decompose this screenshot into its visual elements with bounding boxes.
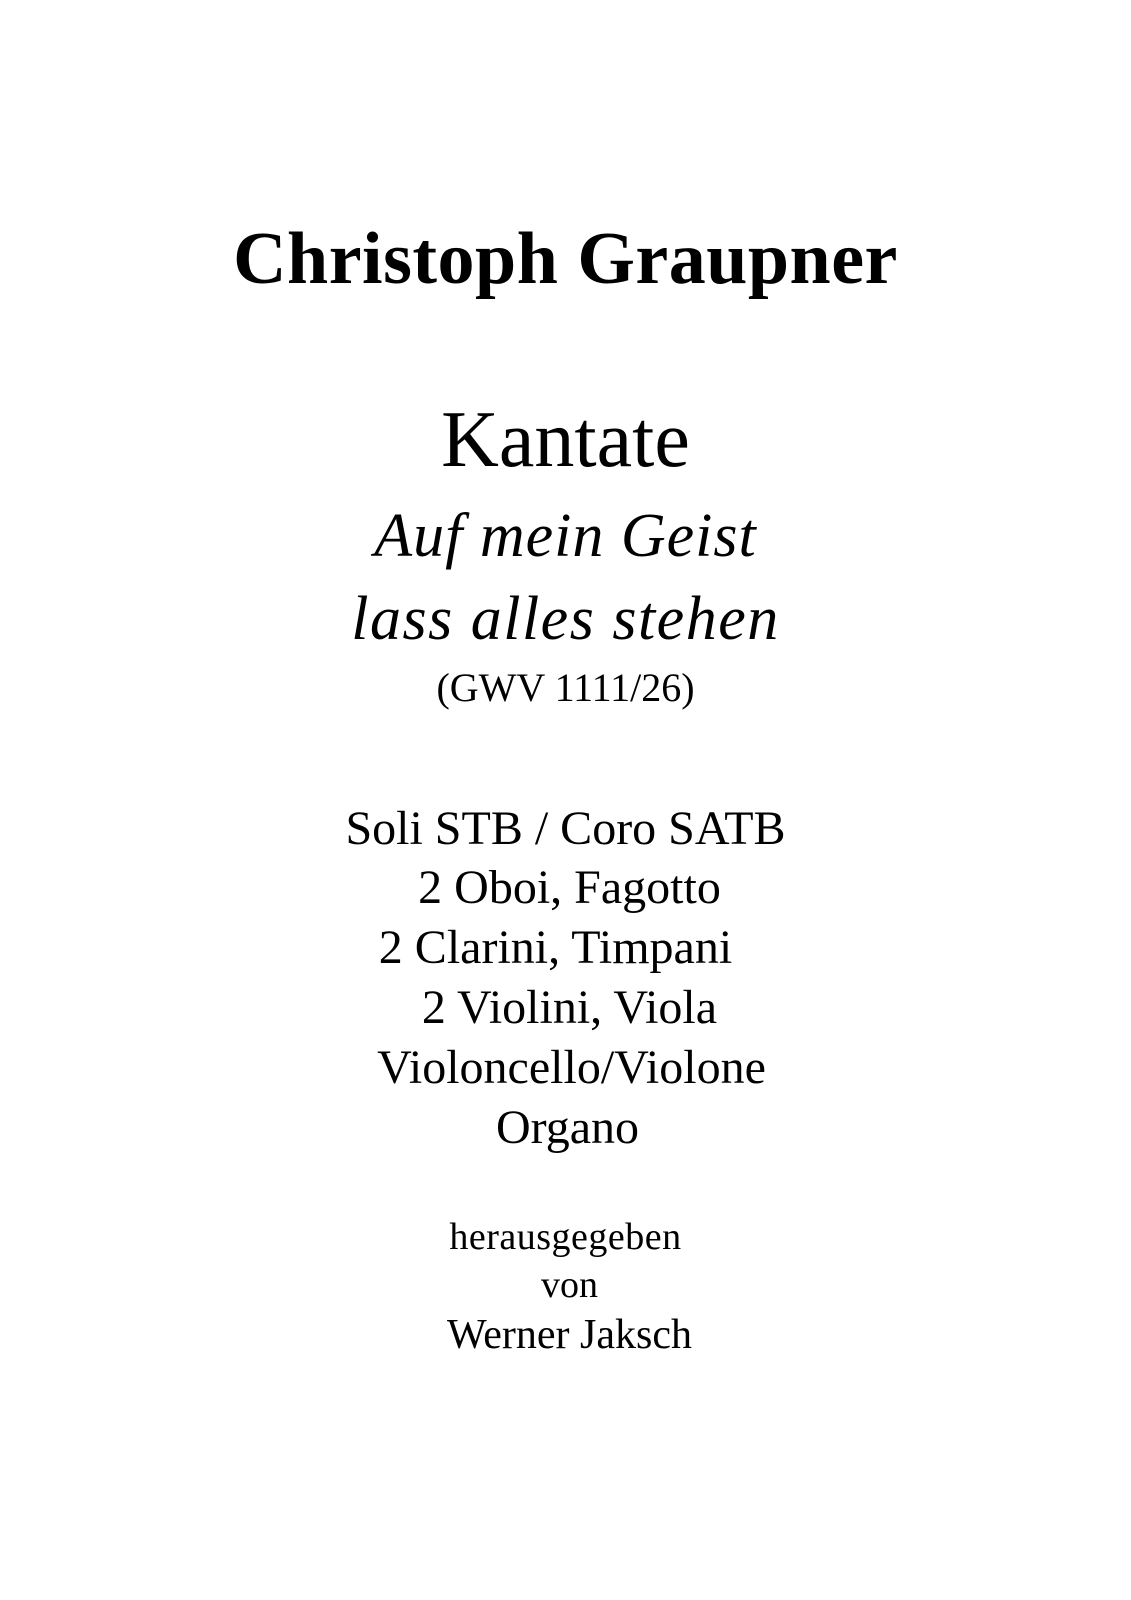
work-title-line-2: lass alles stehen	[351, 585, 780, 653]
instrumentation-line: Soli STB / Coro SATB	[345, 802, 786, 855]
by-label: von	[541, 1264, 598, 1306]
composer-name: Christoph Graupner	[233, 218, 898, 300]
editor-name: Werner Jaksch	[446, 1312, 692, 1358]
instrumentation-line: Organo	[495, 1101, 640, 1154]
instrumentation-line: Violoncello/Violone	[377, 1041, 766, 1094]
catalog-number: (GWV 1111/26)	[436, 665, 695, 710]
genre-heading: Kantate	[441, 396, 690, 484]
instrumentation-line: 2 Violini, Viola	[421, 981, 718, 1034]
edited-by-label: herausgegeben	[449, 1216, 682, 1258]
instrumentation-line: 2 Clarini, Timpani	[378, 921, 733, 974]
instrumentation-line: 2 Oboi, Fagotto	[418, 861, 721, 914]
work-title-line-1: Auf mein Geist	[374, 502, 757, 570]
